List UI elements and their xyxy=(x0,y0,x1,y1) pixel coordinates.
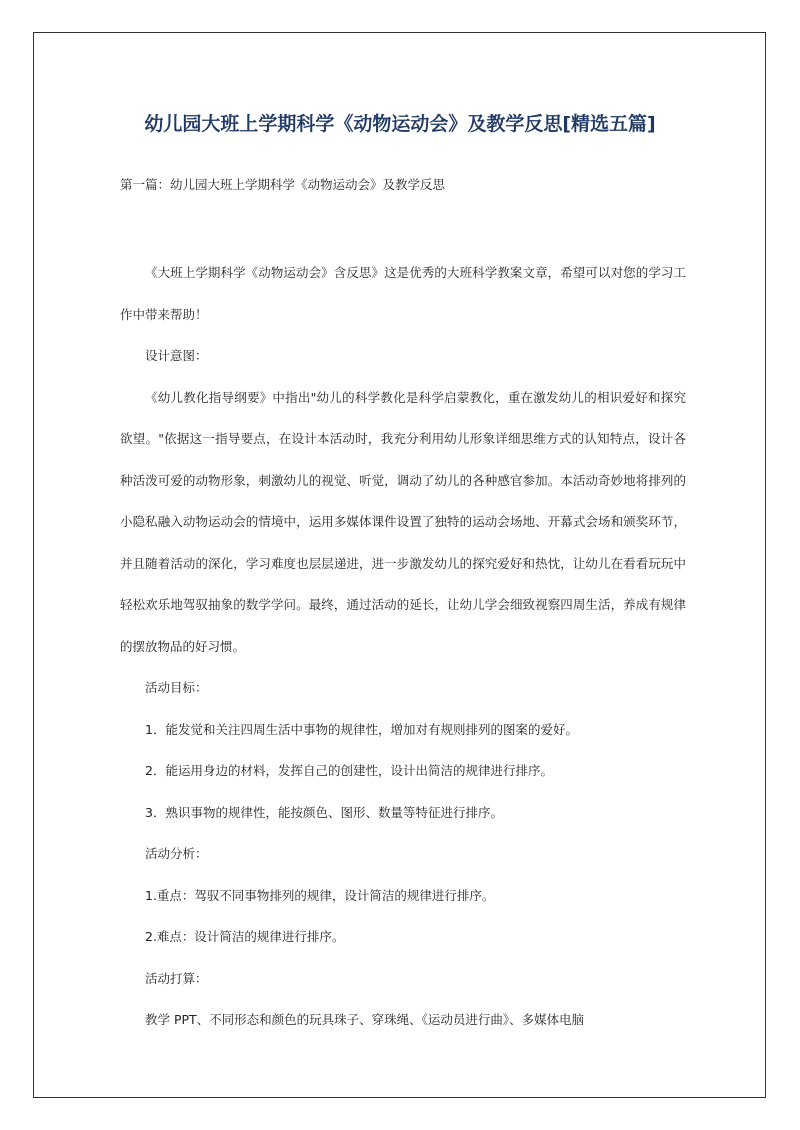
analysis-key-point: 1.重点：驾驭不同事物排列的规律，设计简洁的规律进行排序。 xyxy=(145,887,495,903)
design-intent-heading: 设计意图： xyxy=(145,348,208,363)
objectives-heading: 活动目标： xyxy=(145,680,208,695)
section-heading: 第一篇：幼儿园大班上学期科学《动物运动会》及教学反思 xyxy=(120,177,446,192)
objective-item-3: 3．熟识事物的规律性，能按颜色、图形、数量等特征进行排序。 xyxy=(145,804,503,820)
preparation-heading: 活动打算： xyxy=(145,970,208,986)
intro-paragraph: 《大班上学期科学《动物运动会》含反思》这是优秀的大班科学教案文章，希望可以对您的学习工作中带来帮助！ xyxy=(120,265,686,322)
design-intent-paragraph: 《幼儿教化指导纲要》中指出"幼儿的科学教化是科学启蒙教化，重在激发幼儿的相识爱好和探究欲望。"依据这一指导要点，在设计本活动时，我充分利用幼儿形象详细思维方式的认知特点，设计各种活泼可爱的动物形象，刺激幼儿的视觉、听觉，调动了幼儿的各种感官参加。本活动奇妙地将排列的小隐私融入动物运动会的情境中，运用多媒体课件设置了独特的运动会场地、开幕式会场和颁奖环节，并且随着活动的深化，学习难度也层层递进，进一步激发幼儿的探究爱好和热忱，让幼儿在看看玩玩中轻松欢乐地驾驭抽象的数学学问。最终，通过活动的延长，让幼儿学会细致视察四周生活，养成有规律的摆放物品的好习惯。 xyxy=(120,389,686,654)
document-title: 幼儿园大班上学期科学《动物运动会》及教学反思[精选五篇] xyxy=(144,113,656,135)
document-body xyxy=(120,252,686,1041)
objective-item-1: 1．能发觉和关注四周生活中事物的规律性，增加对有规则排列的图案的爱好。 xyxy=(145,721,578,737)
objective-item-2: 2．能运用身边的材料，发挥自己的创建性，设计出简洁的规律进行排序。 xyxy=(145,763,553,778)
preparation-materials: 教学 PPT、不同形态和颜色的玩具珠子、穿珠绳、《运动员进行曲》、多媒体电脑 xyxy=(145,1012,585,1027)
analysis-difficulty: 2.难点：设计简洁的规律进行排序。 xyxy=(145,929,345,944)
analysis-heading: 活动分析： xyxy=(145,846,208,861)
